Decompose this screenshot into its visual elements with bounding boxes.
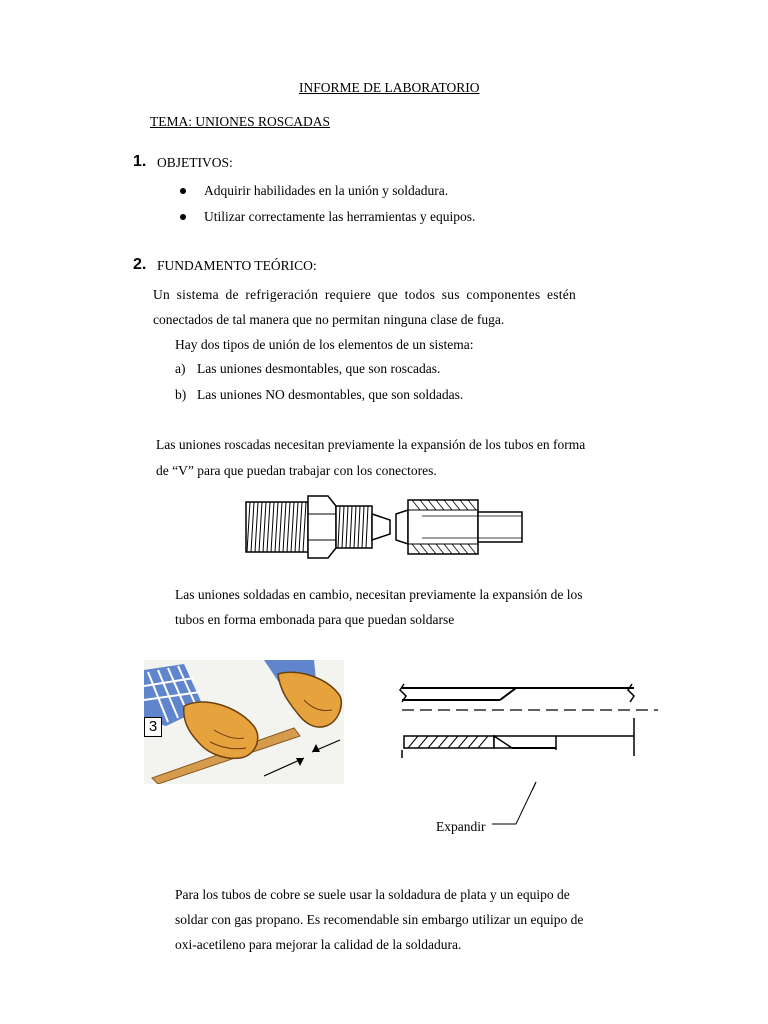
report-title: INFORME DE LABORATORIO xyxy=(299,80,480,95)
paragraph-line: oxi-acetileno para mejorar la calidad de la soldadura. xyxy=(175,937,462,952)
paragraph-line: Las uniones roscadas necesitan previamente la expansión de los tubos en forma xyxy=(156,437,586,452)
topic-title: TEMA: UNIONES ROSCADAS xyxy=(150,114,331,129)
section-2-heading: FUNDAMENTO TEÓRICO: xyxy=(157,258,317,273)
paragraph-line: Para los tubos de cobre se suele usar la soldadura de plata y un equipo de xyxy=(175,887,570,902)
objective-item: Utilizar correctamente las herramientas y equipos. xyxy=(204,209,476,224)
section-1-heading: OBJETIVOS: xyxy=(157,155,233,170)
step-number-badge: 3 xyxy=(144,717,162,737)
paragraph-line: de “V” para que puedan trabajar con los conectores. xyxy=(156,463,437,478)
section-1-number: 1. xyxy=(133,153,147,170)
callout-leader-line xyxy=(470,780,550,830)
list-item: Las uniones NO desmontables, que son soldadas. xyxy=(197,387,464,402)
paragraph-line: tubos en forma embonada para que puedan soldarse xyxy=(175,612,455,627)
expanded-pipe-section-figure xyxy=(396,678,660,790)
bullet-dot xyxy=(180,214,186,220)
paragraph-line: conectados de tal manera que no permitan ninguna clase de fuga. xyxy=(153,312,505,327)
paragraph-line: Un sistema de refrigeración requiere que todos sus componentes estén xyxy=(153,287,577,302)
paragraph-line: Las uniones soldadas en cambio, necesitan previamente la expansión de los xyxy=(175,587,583,602)
threaded-union-figure xyxy=(244,492,526,562)
section-2-number: 2. xyxy=(133,256,147,273)
bullet-dot xyxy=(180,188,186,194)
list-item: Las uniones desmontables, que son roscadas. xyxy=(197,361,441,376)
list-intro: Hay dos tipos de unión de los elementos de un sistema: xyxy=(175,337,474,352)
objective-item: Adquirir habilidades en la unión y soldadura. xyxy=(204,183,449,198)
list-marker: a) xyxy=(175,361,186,376)
hands-pipe-figure xyxy=(144,660,344,784)
callout-label: Expandir xyxy=(436,819,486,834)
paragraph-line: soldar con gas propano. Es recomendable sin embargo utilizar un equipo de xyxy=(175,912,584,927)
list-marker: b) xyxy=(175,387,187,402)
